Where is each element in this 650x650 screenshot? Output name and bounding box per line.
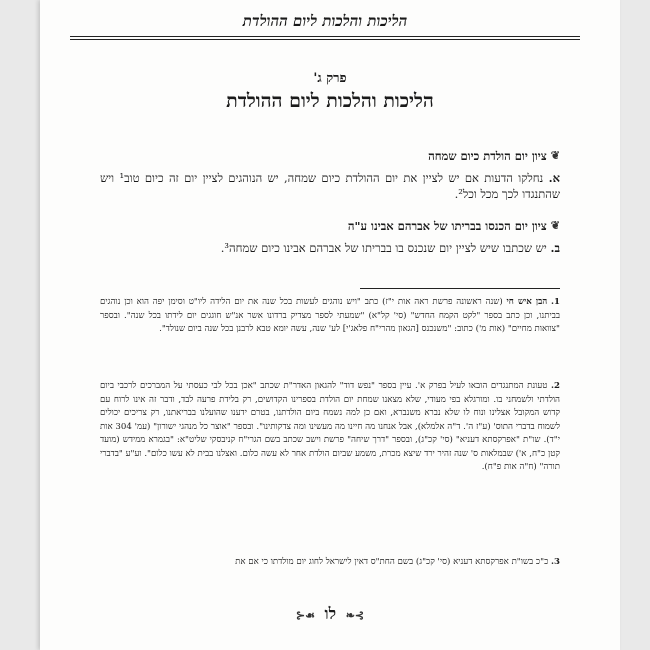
chapter-label: פרק ג' — [313, 71, 347, 86]
chapter-title: הליכות והלכות ליום ההולדת — [226, 90, 434, 112]
footnote-2: 2. טעונת המתנגדים הובאו לעיל בפרק א'. עיין בספר "נפש דוד" להגאון האדר"ת שכתב "אכן בכל לבי כעסתי על המברכים לרכבי ביום הולדתי ולשמחני בו. ומורגלא בפי מעודי, שלא מצאנו שמחת יום הולדת בספרינו הקדושים, רק בלידת פרעה לבד, ודבר זה אינו לרוח עם קדוש המקובל אצלינו ונוח לו שלא נברא משנברא, ואם כן למה נשמח ביום הולדתנו, בטרם ידענו שהועלנו בבריאתנו, רק צריכים יכולים לשמוח בדברי התוס' (ע"ז ה'. ד"ה אלמלא), אבל אנחנו מה חיינו מה מעשינו ומה צדקותינו". ובספר "אוצר כל מנהגי ישורון" (עמ' 304 אות י"ד). שו"ת "אפרקסתא דעניא" (סי' קכ"ג), ובספר "דרך שיחה" פרשת וישב שכתב בשם הגרי"ח קניבסקי שליט"א: "בגמרא ממידש (מועד קטן כ"ח, א') שבמלאות ס' שנה זהיר ירד שיצא מכרת, משמע שביום הולדת אחר לא עשה כלום. ואצלנו בבית לא עשו כלום". וע"ע "בדברי תורה" (ח"ה אות פ"ח). — [100, 381, 560, 472]
section-text: ב. יש שכתבו שיש לציין יום שנכנס בו בבריתו של אברהם אבינו כיום שמחה³. — [220, 241, 560, 255]
leaf-ornament-icon: ❦ — [550, 149, 560, 162]
section-heading: ❦ ציון יום הולדת כיום שמחה — [428, 149, 560, 163]
footnote-1: 1. הבן איש חי (שנה ראשונה פרשת ראה אות י"ז) כתב "ויש נוהגים לעשות בכל שנה את יום הלידה ליו"ט וסימן יפה הוא וכן נוהגים בביתנו, וכן כתב בספר "לקט הקמח החדש" (סי' קל"א) "שמעתי לספר מצדיק ברדונו אשר אנ"ש חוגגים יום לידתו בכל שנה". ובספר "צוואות מחיים" (אות מ') כתוב: "משנכנס [הגאון מהרי"ח פלאג'י] לע' שנה, עשה יומא טבא לרבנן בכל שנה ביום שנולד". — [100, 297, 560, 334]
flourish-icon: ☙⊰ — [295, 609, 315, 622]
book-page — [40, 0, 620, 650]
section-text: א. נחלקו הדעות אם יש לציין את יום ההולדת כיום שמחה, יש הנוהגים לציין יום זה כיום טוב¹ ויש שהתנגדו לכך מכל וכל². — [100, 171, 561, 201]
section-2 — [100, 218, 560, 256]
flourish-icon: ⊱❧ — [345, 609, 365, 622]
header-rule — [70, 36, 580, 37]
section-heading: ❦ ציון יום הכנסו בבריתו של אברהם אבינו ע"ה — [347, 219, 560, 233]
leaf-ornament-icon: ❦ — [550, 219, 560, 232]
footnote-rule — [360, 288, 560, 289]
page-number: ⊱❧ לו ☙⊰ — [295, 604, 365, 623]
running-header: הליכות והלכות ליום ההולדת — [242, 12, 408, 30]
footnote-3: 3. כ"כ בשו"ת אפרקסתא דעניא (סי' קכ"ג) בשם החת"ס דאין לישראל לחוג יום מולדתו כי אם את — [235, 557, 560, 567]
section-1 — [100, 148, 560, 202]
